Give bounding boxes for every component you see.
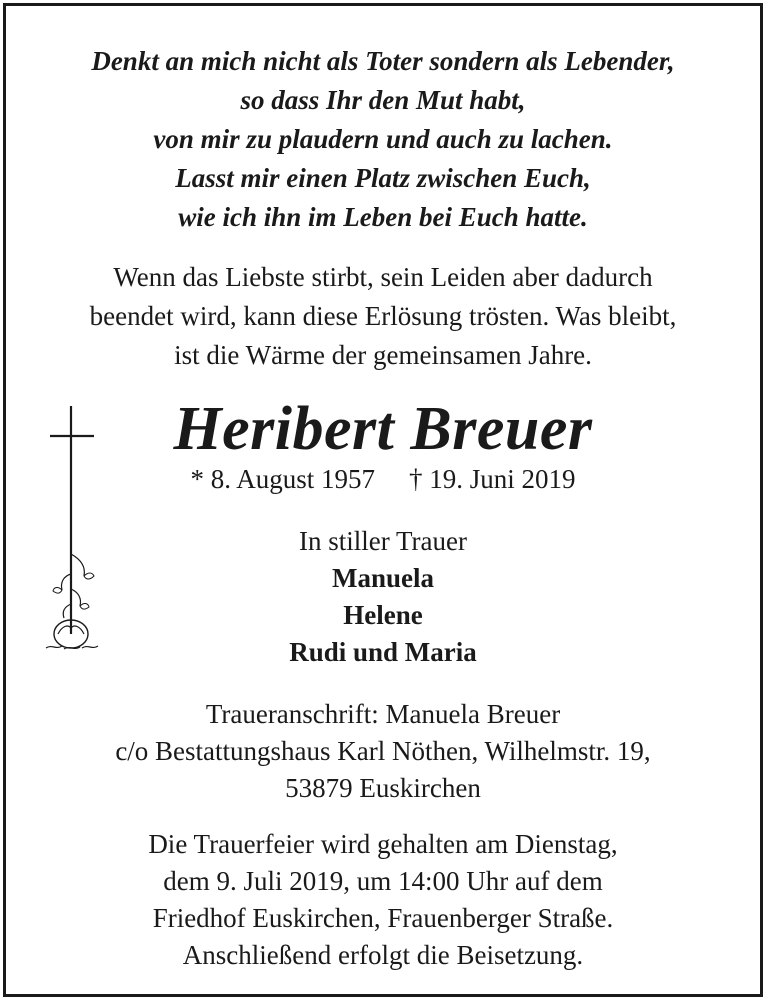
ceremony-info <box>6 826 760 974</box>
ceremony-line: dem 9. Juli 2019, um 14:00 Uhr auf dem <box>163 866 603 896</box>
obituary-frame <box>3 3 763 997</box>
poem-line: Denkt an mich nicht als Toter sondern als Lebender, <box>91 46 675 76</box>
mourner-name: Rudi und Maria <box>289 637 477 667</box>
dagger-icon: † <box>409 464 423 494</box>
death-date: 19. Juni 2019 <box>429 464 576 494</box>
mourner-name: Manuela <box>331 563 434 593</box>
poem-line: wie ich ihn im Leben bei Euch hatte. <box>178 202 588 232</box>
prose-line: ist die Wärme der gemeinsamen Jahre. <box>174 340 592 370</box>
poem-line: so dass Ihr den Mut habt, <box>240 85 526 115</box>
ceremony-line: Die Trauerfeier wird gehalten am Dienstag, <box>148 829 618 859</box>
life-dates <box>6 461 760 497</box>
mourning-address <box>6 696 760 807</box>
prose-line: Wenn das Liebste stirbt, sein Leiden aber dadurch <box>113 262 653 292</box>
deceased-name: Heribert Breuer <box>173 395 593 463</box>
ceremony-line: Anschließend erfolgt die Beisetzung. <box>182 940 584 970</box>
poem-line: von mir zu plaudern und auch zu lachen. <box>153 124 613 154</box>
consolation-text <box>6 258 760 375</box>
mourner-name: Helene <box>343 600 423 630</box>
mourners <box>6 523 760 671</box>
poem-line: Lasst mir einen Platz zwischen Euch, <box>175 163 591 193</box>
address-line: 53879 Euskirchen <box>285 773 481 803</box>
poem <box>6 42 760 237</box>
birth-date: * 8. August 1957 <box>190 464 375 494</box>
address-line: c/o Bestattungshaus Karl Nöthen, Wilhelmstr. 19, <box>115 736 651 766</box>
ceremony-line: Friedhof Euskirchen, Frauenberger Straße. <box>152 903 614 933</box>
address-line: Traueranschrift: Manuela Breuer <box>205 699 561 729</box>
mourners-intro: In stiller Trauer <box>299 526 467 556</box>
prose-line: beendet wird, kann diese Erlösung trösten. Was bleibt, <box>89 301 677 331</box>
